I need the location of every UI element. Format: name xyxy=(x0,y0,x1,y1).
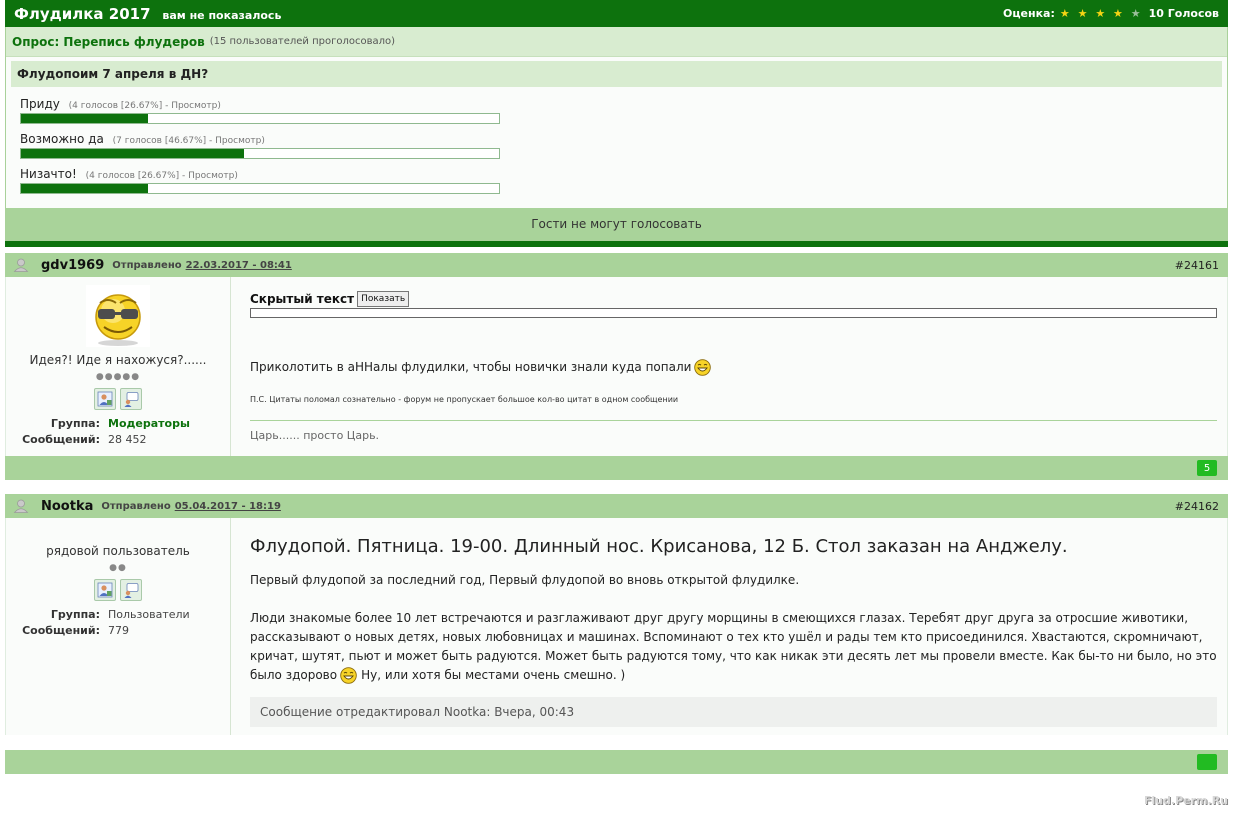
topic-header xyxy=(5,0,1228,27)
post-header xyxy=(5,494,1228,518)
message-button[interactable] xyxy=(120,579,142,601)
hidden-text-label: Скрытый текст xyxy=(250,292,355,306)
post-author-link[interactable]: gdv1969 xyxy=(41,257,105,273)
messages-label: Сообщений: xyxy=(22,624,100,637)
post-date-link[interactable]: 22.03.2017 - 08:41 xyxy=(185,259,292,271)
divider xyxy=(5,241,1228,247)
poll-option-bar-fill xyxy=(21,149,244,158)
profile-button[interactable] xyxy=(94,579,116,601)
poll-option-bar-fill xyxy=(21,114,148,123)
group-label: Группа: xyxy=(50,417,100,430)
post-paragraph: Первый флудопой за последний год, Первый флудопой во вновь открытой флудилке. xyxy=(250,573,800,587)
poll-option-stats-link[interactable]: (4 голосов [26.67%] - Просмотр) xyxy=(68,101,221,111)
rating-votes: 10 Голосов xyxy=(1148,7,1219,20)
rating-stars[interactable] xyxy=(1060,7,1143,20)
avatar[interactable] xyxy=(86,285,150,347)
chat-bubble-icon xyxy=(123,582,139,598)
poll-voters-count: (15 пользователей проголосовало) xyxy=(209,36,396,47)
star-icon[interactable]: ★ xyxy=(1113,7,1125,20)
show-hidden-button[interactable]: Показать xyxy=(357,291,409,307)
user-title: рядовой пользователь xyxy=(46,544,190,558)
star-empty-icon[interactable]: ★ xyxy=(1130,7,1143,20)
user-messages-row xyxy=(12,432,224,448)
poll-guests-note: Гости не могут голосовать xyxy=(6,208,1227,240)
star-icon[interactable]: ★ xyxy=(1077,7,1090,20)
poll-question: Флудопоим 7 апреля в ДН? xyxy=(17,67,209,81)
poll-option-bar-fill xyxy=(21,184,148,193)
poll-body xyxy=(6,57,1227,208)
poll-option-stats-link[interactable]: (7 голосов [46.67%] - Просмотр) xyxy=(112,136,265,146)
post-footer xyxy=(5,456,1228,480)
user-action-buttons xyxy=(12,579,224,601)
signature: Царь...... просто Царь. xyxy=(250,420,1217,442)
author-sidebar xyxy=(6,518,231,735)
post-body xyxy=(5,518,1228,735)
user-offline-icon xyxy=(13,499,29,513)
post-content xyxy=(231,277,1227,456)
rank-pips: ●●●●● xyxy=(95,372,141,382)
messages-label: Сообщений: xyxy=(22,433,100,446)
post-paragraph-text: Люди знакомые более 10 лет встречаются и разглаживают друг другу морщины в смеющихся глазах. Теребят друг друга за отросшие животики, рассказывают о новых детях, новых любовницах и машинах. Вспоминают о тех кто ушёл и рады тем кто присоединился. Хвастаются, скромничают, кричат, шутят, пьют и может быть радуются. Может быть радуются тому, что как никак эти десять лет мы провели вместе. Как бы-то ни было, но это было здорово xyxy=(250,611,1217,682)
poll-option-bar xyxy=(20,113,500,124)
reputation-badge[interactable]: 5 xyxy=(1197,460,1217,476)
topic-rating xyxy=(1003,7,1219,20)
user-message-count: 28 452 xyxy=(108,433,147,446)
poll-option-stats-link[interactable]: (4 голосов [26.67%] - Просмотр) xyxy=(85,171,238,181)
rating-label: Оценка: xyxy=(1003,7,1055,20)
message-button[interactable] xyxy=(120,388,142,410)
poll-title: Опрос: Перепись флудеров xyxy=(12,34,205,49)
forum-page xyxy=(5,0,1228,774)
poll-option xyxy=(11,97,1222,124)
post-text-body: Приколотить в аННалы флудилки, чтобы новички знали куда попали xyxy=(250,360,692,374)
post-heading: Флудопой. Пятница. 19-00. Длинный нос. Крисанова, 12 Б. Стол заказан на Анджелу. xyxy=(250,536,1068,557)
laughing-smiley-icon xyxy=(694,359,711,376)
poll-option-bar xyxy=(20,148,500,159)
post-date-link[interactable]: 05.04.2017 - 18:19 xyxy=(174,500,281,512)
hidden-text-header xyxy=(250,291,1217,307)
poll-option xyxy=(11,132,1222,159)
post-header xyxy=(5,253,1228,277)
post-content xyxy=(231,518,1227,735)
post-paragraph-text: Ну, или хотя бы местами очень смешно. ) xyxy=(361,668,626,682)
post-footer xyxy=(5,750,1228,774)
profile-button[interactable] xyxy=(94,388,116,410)
poll-option-label: Приду xyxy=(20,97,60,111)
reputation-badge[interactable] xyxy=(1197,754,1217,770)
post-author-link[interactable]: Nootka xyxy=(41,498,94,514)
poll-option xyxy=(11,167,1222,194)
chat-bubble-icon xyxy=(123,391,139,407)
post-text xyxy=(250,358,1217,377)
user-group: Пользователи xyxy=(108,608,190,621)
post-number-link[interactable]: #24162 xyxy=(1174,499,1219,513)
user-action-buttons xyxy=(12,388,224,410)
topic-subtitle: вам не показалось xyxy=(162,8,282,22)
user-message-count: 779 xyxy=(108,624,129,637)
hidden-text-box xyxy=(250,308,1217,318)
poll-option-label: Возможно да xyxy=(20,132,104,146)
user-group: Модераторы xyxy=(108,417,190,430)
topic-title: Флудилка 2017 xyxy=(14,4,151,23)
post-note: П.С. Цитаты поломал сознательно - форум не пропускает большое кол-во цитат в одном сообщении xyxy=(250,395,679,404)
edit-note: Сообщение отредактировал Nootka: Вчера, 00:43 xyxy=(250,697,1217,727)
post-body xyxy=(5,277,1228,456)
user-offline-icon xyxy=(13,258,29,272)
post-number-link[interactable]: #24161 xyxy=(1174,258,1219,272)
poll-title-bar xyxy=(6,27,1227,57)
user-title: Идея?! Иде я нахожуся?...... xyxy=(29,353,207,367)
user-messages-row xyxy=(12,623,224,639)
star-icon[interactable]: ★ xyxy=(1059,7,1072,20)
post-sent-label: Отправлено xyxy=(112,259,182,271)
star-icon[interactable]: ★ xyxy=(1095,7,1108,20)
user-group-row xyxy=(12,416,224,432)
author-sidebar xyxy=(6,277,231,456)
site-watermark: Flud.Perm.Ru xyxy=(1143,794,1228,807)
user-card-icon xyxy=(97,582,113,598)
poll-option-label: Низачто! xyxy=(20,167,77,181)
poll-question-bar xyxy=(11,61,1222,87)
poll-option-bar xyxy=(20,183,500,194)
user-group-row xyxy=(12,607,224,623)
topic-title-group xyxy=(14,5,281,23)
post-paragraph xyxy=(250,609,1217,685)
user-card-icon xyxy=(97,391,113,407)
post-sent-label: Отправлено xyxy=(101,500,171,512)
poll-panel xyxy=(5,27,1228,241)
rank-pips: ●● xyxy=(109,563,127,573)
group-label: Группа: xyxy=(50,608,100,621)
laughing-smiley-icon xyxy=(340,667,357,684)
